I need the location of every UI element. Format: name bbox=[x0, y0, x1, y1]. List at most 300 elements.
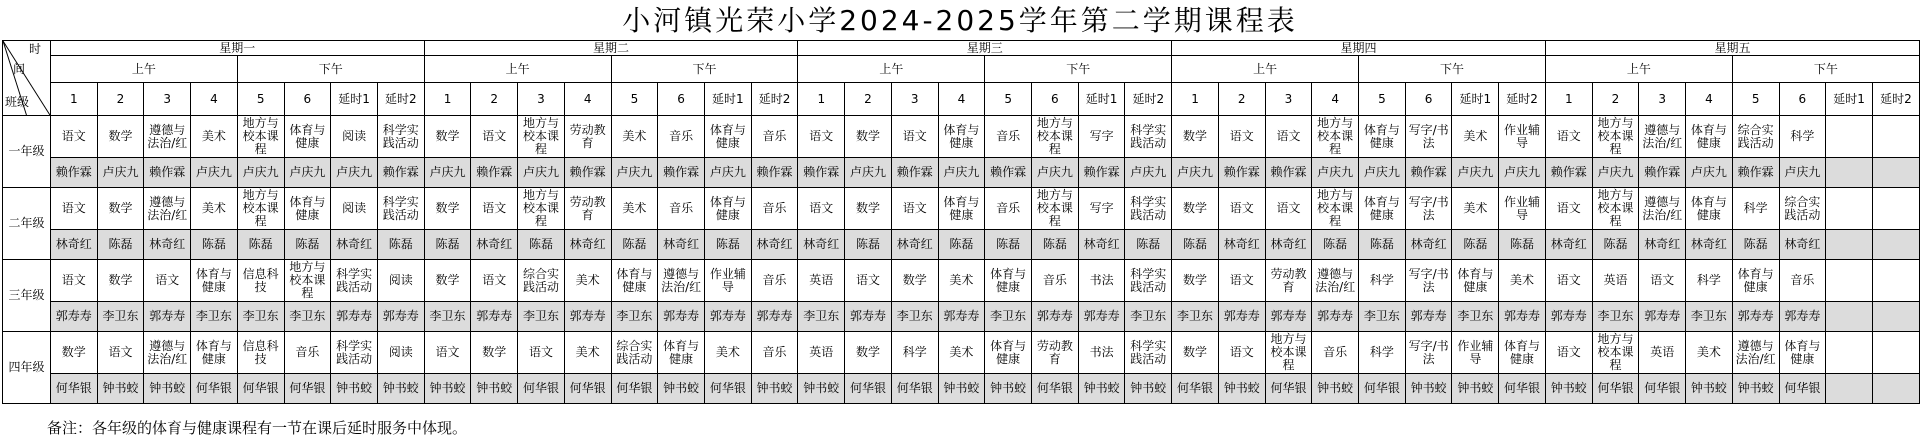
period-header: 2 bbox=[1218, 83, 1265, 116]
teacher-cell: 林奇红 bbox=[751, 230, 798, 260]
corner-label-jian: 间 bbox=[13, 62, 26, 76]
teacher-cell: 李卫东 bbox=[518, 302, 565, 332]
period-header: 5 bbox=[611, 83, 658, 116]
period-header: 延时1 bbox=[1826, 83, 1873, 116]
period-header: 延时1 bbox=[1452, 83, 1499, 116]
subject-cell: 书法 bbox=[1078, 332, 1125, 374]
teacher-cell: 郭寿寿 bbox=[564, 302, 611, 332]
period-header: 2 bbox=[471, 83, 518, 116]
subject-cell: 数学 bbox=[891, 260, 938, 302]
subject-cell: 美术 bbox=[704, 332, 751, 374]
teacher-cell: 林奇红 bbox=[1686, 230, 1733, 260]
subject-cell: 数学 bbox=[845, 116, 892, 158]
subject-cell: 数学 bbox=[97, 116, 144, 158]
half-pm-header: 下午 bbox=[611, 56, 798, 83]
teacher-cell: 卢庆九 bbox=[1032, 158, 1079, 188]
subject-cell: 地方与校本课程 bbox=[1032, 188, 1079, 230]
teacher-cell: 林奇红 bbox=[658, 230, 705, 260]
teacher-cell bbox=[1872, 302, 1919, 332]
period-header: 延时2 bbox=[1499, 83, 1546, 116]
subject-cell: 音乐 bbox=[1779, 260, 1826, 302]
teacher-cell: 林奇红 bbox=[1545, 230, 1592, 260]
teacher-cell: 郭寿寿 bbox=[144, 302, 191, 332]
subject-cell: 数学 bbox=[424, 116, 471, 158]
subject-cell: 数学 bbox=[1172, 260, 1219, 302]
period-header: 2 bbox=[97, 83, 144, 116]
subject-cell: 写字/书法 bbox=[1405, 260, 1452, 302]
teacher-cell: 赖作霖 bbox=[1639, 158, 1686, 188]
teacher-cell: 陈磊 bbox=[1172, 230, 1219, 260]
teacher-cell: 郭寿寿 bbox=[1732, 302, 1779, 332]
period-header: 2 bbox=[845, 83, 892, 116]
period-header: 4 bbox=[191, 83, 238, 116]
teacher-cell: 卢庆九 bbox=[237, 158, 284, 188]
subject-cell: 书法 bbox=[1078, 260, 1125, 302]
subject-cell: 美术 bbox=[564, 260, 611, 302]
period-header: 5 bbox=[1732, 83, 1779, 116]
subject-cell: 体育与健康 bbox=[1359, 188, 1406, 230]
grade-label: 四年级 bbox=[3, 332, 51, 404]
half-pm-header: 下午 bbox=[1732, 56, 1919, 83]
teacher-cell: 卢庆九 bbox=[845, 158, 892, 188]
subject-cell: 遵德与法治/红 bbox=[658, 260, 705, 302]
subject-cell: 音乐 bbox=[985, 116, 1032, 158]
subject-cell: 科学实践活动 bbox=[377, 188, 424, 230]
teacher-cell: 赖作霖 bbox=[471, 158, 518, 188]
teacher-cell: 郭寿寿 bbox=[377, 302, 424, 332]
period-header: 6 bbox=[1405, 83, 1452, 116]
subject-cell: 遵德与法治/红 bbox=[1732, 332, 1779, 374]
subject-cell: 阅读 bbox=[331, 188, 378, 230]
subject-cell: 美术 bbox=[611, 116, 658, 158]
subject-cell: 语文 bbox=[471, 188, 518, 230]
teacher-cell: 郭寿寿 bbox=[1265, 302, 1312, 332]
teacher-cell: 郭寿寿 bbox=[1405, 302, 1452, 332]
teacher-cell: 郭寿寿 bbox=[938, 302, 985, 332]
subject-cell: 音乐 bbox=[751, 332, 798, 374]
teacher-cell: 林奇红 bbox=[1779, 230, 1826, 260]
subject-cell: 美术 bbox=[564, 332, 611, 374]
teacher-cell: 钟书蛟 bbox=[751, 374, 798, 404]
subject-cell: 语文 bbox=[1639, 260, 1686, 302]
day-header: 星期四 bbox=[1172, 41, 1546, 56]
teacher-cell: 何华银 bbox=[1172, 374, 1219, 404]
grade-label: 二年级 bbox=[3, 188, 51, 260]
teacher-cell: 钟书蛟 bbox=[1545, 374, 1592, 404]
teacher-cell: 卢庆九 bbox=[1779, 158, 1826, 188]
subject-cell: 美术 bbox=[1686, 332, 1733, 374]
teacher-cell: 赖作霖 bbox=[1218, 158, 1265, 188]
subject-cell: 美术 bbox=[1452, 116, 1499, 158]
subject-cell: 遵德与法治/红 bbox=[1639, 116, 1686, 158]
teacher-cell: 林奇红 bbox=[1218, 230, 1265, 260]
subject-cell: 体育与健康 bbox=[704, 116, 751, 158]
period-header: 4 bbox=[1312, 83, 1359, 116]
subject-cell: 劳动教育 bbox=[1265, 260, 1312, 302]
teacher-cell: 李卫东 bbox=[985, 302, 1032, 332]
subject-cell: 语文 bbox=[1545, 332, 1592, 374]
teacher-cell: 林奇红 bbox=[564, 230, 611, 260]
teacher-cell: 何华银 bbox=[891, 374, 938, 404]
subject-cell: 写字 bbox=[1078, 116, 1125, 158]
subject-cell: 作业辅导 bbox=[1452, 332, 1499, 374]
subject-cell: 劳动教育 bbox=[564, 188, 611, 230]
subject-cell: 体育与健康 bbox=[1686, 188, 1733, 230]
teacher-cell: 李卫东 bbox=[97, 302, 144, 332]
subject-cell: 语文 bbox=[518, 332, 565, 374]
teacher-cell: 陈磊 bbox=[845, 230, 892, 260]
teacher-cell: 何华银 bbox=[191, 374, 238, 404]
subject-cell: 语文 bbox=[1218, 116, 1265, 158]
subject-cell: 音乐 bbox=[1312, 332, 1359, 374]
subject-cell: 作业辅导 bbox=[1499, 188, 1546, 230]
teacher-cell: 赖作霖 bbox=[891, 158, 938, 188]
subject-cell: 英语 bbox=[1639, 332, 1686, 374]
teacher-cell: 卢庆九 bbox=[1452, 158, 1499, 188]
subject-cell: 音乐 bbox=[658, 116, 705, 158]
subject-cell: 写字/书法 bbox=[1405, 332, 1452, 374]
teacher-cell: 钟书蛟 bbox=[1218, 374, 1265, 404]
teacher-cell: 郭寿寿 bbox=[1078, 302, 1125, 332]
subject-cell: 语文 bbox=[1265, 116, 1312, 158]
subject-cell: 数学 bbox=[50, 332, 97, 374]
teacher-cell: 卢庆九 bbox=[1499, 158, 1546, 188]
subject-cell: 劳动教育 bbox=[1032, 332, 1079, 374]
subject-cell: 地方与校本课程 bbox=[518, 116, 565, 158]
half-am-header: 上午 bbox=[798, 56, 985, 83]
teacher-cell: 陈磊 bbox=[237, 230, 284, 260]
subject-cell: 地方与校本课程 bbox=[518, 188, 565, 230]
footnote: 备注：各年级的体育与健康课程有一节在课后延时服务中体现。 bbox=[47, 419, 468, 437]
period-header: 2 bbox=[1592, 83, 1639, 116]
subject-cell: 地方与校本课程 bbox=[1592, 116, 1639, 158]
subject-cell: 语文 bbox=[471, 260, 518, 302]
subject-cell: 体育与健康 bbox=[1452, 260, 1499, 302]
subject-cell: 音乐 bbox=[751, 260, 798, 302]
subject-cell: 音乐 bbox=[751, 188, 798, 230]
teacher-cell: 钟书蛟 bbox=[1312, 374, 1359, 404]
teacher-cell: 李卫东 bbox=[891, 302, 938, 332]
subject-cell: 遵德与法治/红 bbox=[144, 116, 191, 158]
subject-cell: 地方与校本课程 bbox=[284, 260, 331, 302]
teacher-cell: 陈磊 bbox=[938, 230, 985, 260]
subject-cell bbox=[1872, 188, 1919, 230]
subject-cell: 遵德与法治/红 bbox=[144, 188, 191, 230]
teacher-cell: 卢庆九 bbox=[1592, 158, 1639, 188]
subject-cell: 英语 bbox=[798, 332, 845, 374]
subject-cell: 语文 bbox=[1545, 188, 1592, 230]
teacher-cell: 陈磊 bbox=[97, 230, 144, 260]
subject-cell: 科学 bbox=[1732, 188, 1779, 230]
subject-cell: 遵德与法治/红 bbox=[1312, 260, 1359, 302]
teacher-cell bbox=[1826, 374, 1873, 404]
teacher-cell: 郭寿寿 bbox=[331, 302, 378, 332]
day-header: 星期一 bbox=[50, 41, 424, 56]
subject-cell: 地方与校本课程 bbox=[1032, 116, 1079, 158]
subject-cell: 作业辅导 bbox=[1499, 116, 1546, 158]
subject-cell: 地方与校本课程 bbox=[1312, 116, 1359, 158]
teacher-cell: 钟书蛟 bbox=[1452, 374, 1499, 404]
subject-cell: 语文 bbox=[144, 260, 191, 302]
teacher-cell: 何华银 bbox=[50, 374, 97, 404]
subject-cell: 体育与健康 bbox=[985, 260, 1032, 302]
subject-cell: 科学 bbox=[1686, 260, 1733, 302]
teacher-cell: 郭寿寿 bbox=[1639, 302, 1686, 332]
subject-cell: 综合实践活动 bbox=[518, 260, 565, 302]
teacher-cell: 陈磊 bbox=[1732, 230, 1779, 260]
subject-cell: 信息科技 bbox=[237, 260, 284, 302]
period-header: 4 bbox=[564, 83, 611, 116]
period-header: 4 bbox=[938, 83, 985, 116]
subject-cell: 阅读 bbox=[377, 332, 424, 374]
subject-cell: 综合实践活动 bbox=[611, 332, 658, 374]
day-header: 星期三 bbox=[798, 41, 1172, 56]
subject-cell: 体育与健康 bbox=[938, 116, 985, 158]
teacher-cell: 郭寿寿 bbox=[845, 302, 892, 332]
period-header: 3 bbox=[1639, 83, 1686, 116]
period-header: 延时1 bbox=[331, 83, 378, 116]
teacher-cell bbox=[1872, 374, 1919, 404]
teacher-cell: 林奇红 bbox=[50, 230, 97, 260]
teacher-cell: 何华银 bbox=[1265, 374, 1312, 404]
teacher-cell: 陈磊 bbox=[424, 230, 471, 260]
subject-cell: 体育与健康 bbox=[191, 332, 238, 374]
teacher-cell: 陈磊 bbox=[1499, 230, 1546, 260]
period-header: 6 bbox=[284, 83, 331, 116]
teacher-cell: 钟书蛟 bbox=[1405, 374, 1452, 404]
subject-cell: 数学 bbox=[424, 188, 471, 230]
period-header: 3 bbox=[1265, 83, 1312, 116]
teacher-cell: 郭寿寿 bbox=[1545, 302, 1592, 332]
subject-cell: 数学 bbox=[845, 332, 892, 374]
subject-cell: 写字/书法 bbox=[1405, 188, 1452, 230]
teacher-cell: 何华银 bbox=[1779, 374, 1826, 404]
subject-cell bbox=[1826, 188, 1873, 230]
teacher-cell: 林奇红 bbox=[471, 230, 518, 260]
half-pm-header: 下午 bbox=[237, 56, 424, 83]
period-header: 1 bbox=[424, 83, 471, 116]
subject-cell: 美术 bbox=[611, 188, 658, 230]
subject-cell: 语文 bbox=[50, 116, 97, 158]
subject-cell: 科学实践活动 bbox=[1125, 332, 1172, 374]
timetable bbox=[2, 40, 1920, 404]
subject-cell bbox=[1872, 332, 1919, 374]
subject-cell: 信息科技 bbox=[237, 332, 284, 374]
teacher-cell: 卢庆九 bbox=[97, 158, 144, 188]
subject-cell: 地方与校本课程 bbox=[1265, 332, 1312, 374]
teacher-cell: 赖作霖 bbox=[377, 158, 424, 188]
teacher-cell: 郭寿寿 bbox=[471, 302, 518, 332]
teacher-cell: 李卫东 bbox=[1359, 302, 1406, 332]
subject-cell: 综合实践活动 bbox=[1732, 116, 1779, 158]
subject-cell: 音乐 bbox=[284, 332, 331, 374]
period-header: 6 bbox=[658, 83, 705, 116]
header-corner bbox=[3, 41, 51, 116]
period-header: 1 bbox=[1545, 83, 1592, 116]
subject-cell: 英语 bbox=[1592, 260, 1639, 302]
grade-label: 一年级 bbox=[3, 116, 51, 188]
teacher-cell: 卢庆九 bbox=[1359, 158, 1406, 188]
subject-cell: 体育与健康 bbox=[938, 188, 985, 230]
teacher-cell: 钟书蛟 bbox=[985, 374, 1032, 404]
teacher-cell: 钟书蛟 bbox=[1686, 374, 1733, 404]
half-am-header: 上午 bbox=[1545, 56, 1732, 83]
subject-cell: 科学实践活动 bbox=[331, 332, 378, 374]
teacher-cell: 何华银 bbox=[284, 374, 331, 404]
teacher-cell bbox=[1826, 158, 1873, 188]
teacher-cell: 钟书蛟 bbox=[331, 374, 378, 404]
teacher-cell: 李卫东 bbox=[1125, 302, 1172, 332]
subject-cell: 地方与校本课程 bbox=[1592, 188, 1639, 230]
teacher-cell: 卢庆九 bbox=[191, 158, 238, 188]
subject-cell: 语文 bbox=[424, 332, 471, 374]
subject-cell: 语文 bbox=[845, 260, 892, 302]
subject-cell: 科学 bbox=[1359, 260, 1406, 302]
teacher-cell: 郭寿寿 bbox=[751, 302, 798, 332]
teacher-cell: 陈磊 bbox=[704, 230, 751, 260]
teacher-cell: 郭寿寿 bbox=[658, 302, 705, 332]
subject-cell: 语文 bbox=[1218, 332, 1265, 374]
teacher-cell: 卢庆九 bbox=[331, 158, 378, 188]
period-header: 4 bbox=[1686, 83, 1733, 116]
teacher-cell bbox=[1826, 230, 1873, 260]
period-header: 3 bbox=[518, 83, 565, 116]
subject-cell: 语文 bbox=[97, 332, 144, 374]
subject-cell: 体育与健康 bbox=[985, 332, 1032, 374]
half-pm-header: 下午 bbox=[1359, 56, 1546, 83]
teacher-cell: 卢庆九 bbox=[1172, 158, 1219, 188]
subject-cell: 综合实践活动 bbox=[1779, 188, 1826, 230]
subject-cell: 语文 bbox=[1218, 260, 1265, 302]
teacher-cell: 卢庆九 bbox=[704, 158, 751, 188]
subject-cell: 语文 bbox=[50, 188, 97, 230]
half-am-header: 上午 bbox=[1172, 56, 1359, 83]
teacher-cell: 何华银 bbox=[1499, 374, 1546, 404]
subject-cell: 体育与健康 bbox=[1499, 332, 1546, 374]
subject-cell: 写字/书法 bbox=[1405, 116, 1452, 158]
subject-cell: 数学 bbox=[1172, 116, 1219, 158]
teacher-cell: 陈磊 bbox=[377, 230, 424, 260]
period-header: 3 bbox=[144, 83, 191, 116]
subject-cell: 英语 bbox=[798, 260, 845, 302]
teacher-cell: 陈磊 bbox=[1452, 230, 1499, 260]
teacher-cell: 陈磊 bbox=[985, 230, 1032, 260]
teacher-cell: 何华银 bbox=[845, 374, 892, 404]
teacher-cell: 赖作霖 bbox=[751, 158, 798, 188]
day-header: 星期二 bbox=[424, 41, 798, 56]
teacher-cell: 李卫东 bbox=[284, 302, 331, 332]
subject-cell: 劳动教育 bbox=[564, 116, 611, 158]
teacher-cell: 李卫东 bbox=[1172, 302, 1219, 332]
teacher-cell: 钟书蛟 bbox=[377, 374, 424, 404]
grade-label: 三年级 bbox=[3, 260, 51, 332]
teacher-cell: 郭寿寿 bbox=[1312, 302, 1359, 332]
teacher-cell: 赖作霖 bbox=[658, 158, 705, 188]
teacher-cell: 何华银 bbox=[1359, 374, 1406, 404]
subject-cell: 语文 bbox=[50, 260, 97, 302]
period-header: 1 bbox=[798, 83, 845, 116]
teacher-cell: 卢庆九 bbox=[611, 158, 658, 188]
subject-cell: 美术 bbox=[938, 332, 985, 374]
subject-cell: 体育与健康 bbox=[284, 116, 331, 158]
subject-cell: 科学 bbox=[1359, 332, 1406, 374]
subject-cell: 美术 bbox=[1452, 188, 1499, 230]
teacher-cell: 钟书蛟 bbox=[1078, 374, 1125, 404]
teacher-cell: 钟书蛟 bbox=[424, 374, 471, 404]
subject-cell: 体育与健康 bbox=[1359, 116, 1406, 158]
subject-cell: 科学实践活动 bbox=[1125, 116, 1172, 158]
subject-cell: 体育与健康 bbox=[1686, 116, 1733, 158]
teacher-cell: 钟书蛟 bbox=[658, 374, 705, 404]
teacher-cell: 林奇红 bbox=[798, 230, 845, 260]
period-header: 3 bbox=[891, 83, 938, 116]
period-header: 延时1 bbox=[1078, 83, 1125, 116]
teacher-cell: 陈磊 bbox=[1592, 230, 1639, 260]
teacher-cell: 林奇红 bbox=[1265, 230, 1312, 260]
subject-cell: 遵德与法治/红 bbox=[144, 332, 191, 374]
teacher-cell: 赖作霖 bbox=[1265, 158, 1312, 188]
subject-cell: 语文 bbox=[798, 116, 845, 158]
period-header: 6 bbox=[1779, 83, 1826, 116]
teacher-cell: 卢庆九 bbox=[1312, 158, 1359, 188]
subject-cell: 科学 bbox=[1779, 116, 1826, 158]
subject-cell: 体育与健康 bbox=[1779, 332, 1826, 374]
teacher-cell: 陈磊 bbox=[1032, 230, 1079, 260]
teacher-cell: 陈磊 bbox=[191, 230, 238, 260]
half-pm-header: 下午 bbox=[985, 56, 1172, 83]
teacher-cell: 何华银 bbox=[1032, 374, 1079, 404]
teacher-cell: 林奇红 bbox=[144, 230, 191, 260]
teacher-cell: 钟书蛟 bbox=[97, 374, 144, 404]
teacher-cell: 赖作霖 bbox=[1078, 158, 1125, 188]
teacher-cell: 郭寿寿 bbox=[1032, 302, 1079, 332]
period-header: 5 bbox=[1359, 83, 1406, 116]
teacher-cell: 赖作霖 bbox=[1545, 158, 1592, 188]
subject-cell: 语文 bbox=[471, 116, 518, 158]
subject-cell: 体育与健康 bbox=[704, 188, 751, 230]
period-header: 5 bbox=[237, 83, 284, 116]
subject-cell: 音乐 bbox=[985, 188, 1032, 230]
subject-cell: 语文 bbox=[891, 116, 938, 158]
period-header: 延时2 bbox=[1872, 83, 1919, 116]
subject-cell: 美术 bbox=[938, 260, 985, 302]
teacher-cell: 李卫东 bbox=[237, 302, 284, 332]
subject-cell: 语文 bbox=[798, 188, 845, 230]
subject-cell: 阅读 bbox=[377, 260, 424, 302]
teacher-cell: 郭寿寿 bbox=[1218, 302, 1265, 332]
subject-cell: 科学实践活动 bbox=[1125, 188, 1172, 230]
teacher-cell: 赖作霖 bbox=[798, 158, 845, 188]
subject-cell: 数学 bbox=[1172, 188, 1219, 230]
teacher-cell: 李卫东 bbox=[1592, 302, 1639, 332]
subject-cell bbox=[1872, 260, 1919, 302]
subject-cell: 语文 bbox=[1545, 260, 1592, 302]
subject-cell: 阅读 bbox=[331, 116, 378, 158]
teacher-cell: 赖作霖 bbox=[1732, 158, 1779, 188]
corner-label-class: 班级 bbox=[5, 95, 30, 109]
subject-cell: 地方与校本课程 bbox=[1312, 188, 1359, 230]
period-header: 延时2 bbox=[751, 83, 798, 116]
teacher-cell: 卢庆九 bbox=[1125, 158, 1172, 188]
subject-cell: 体育与健康 bbox=[1732, 260, 1779, 302]
subject-cell: 美术 bbox=[191, 116, 238, 158]
teacher-cell: 郭寿寿 bbox=[1779, 302, 1826, 332]
teacher-cell: 李卫东 bbox=[611, 302, 658, 332]
subject-cell: 语文 bbox=[1265, 188, 1312, 230]
teacher-cell: 李卫东 bbox=[1452, 302, 1499, 332]
teacher-cell bbox=[1826, 302, 1873, 332]
corner-label-time: 时 bbox=[29, 42, 42, 56]
